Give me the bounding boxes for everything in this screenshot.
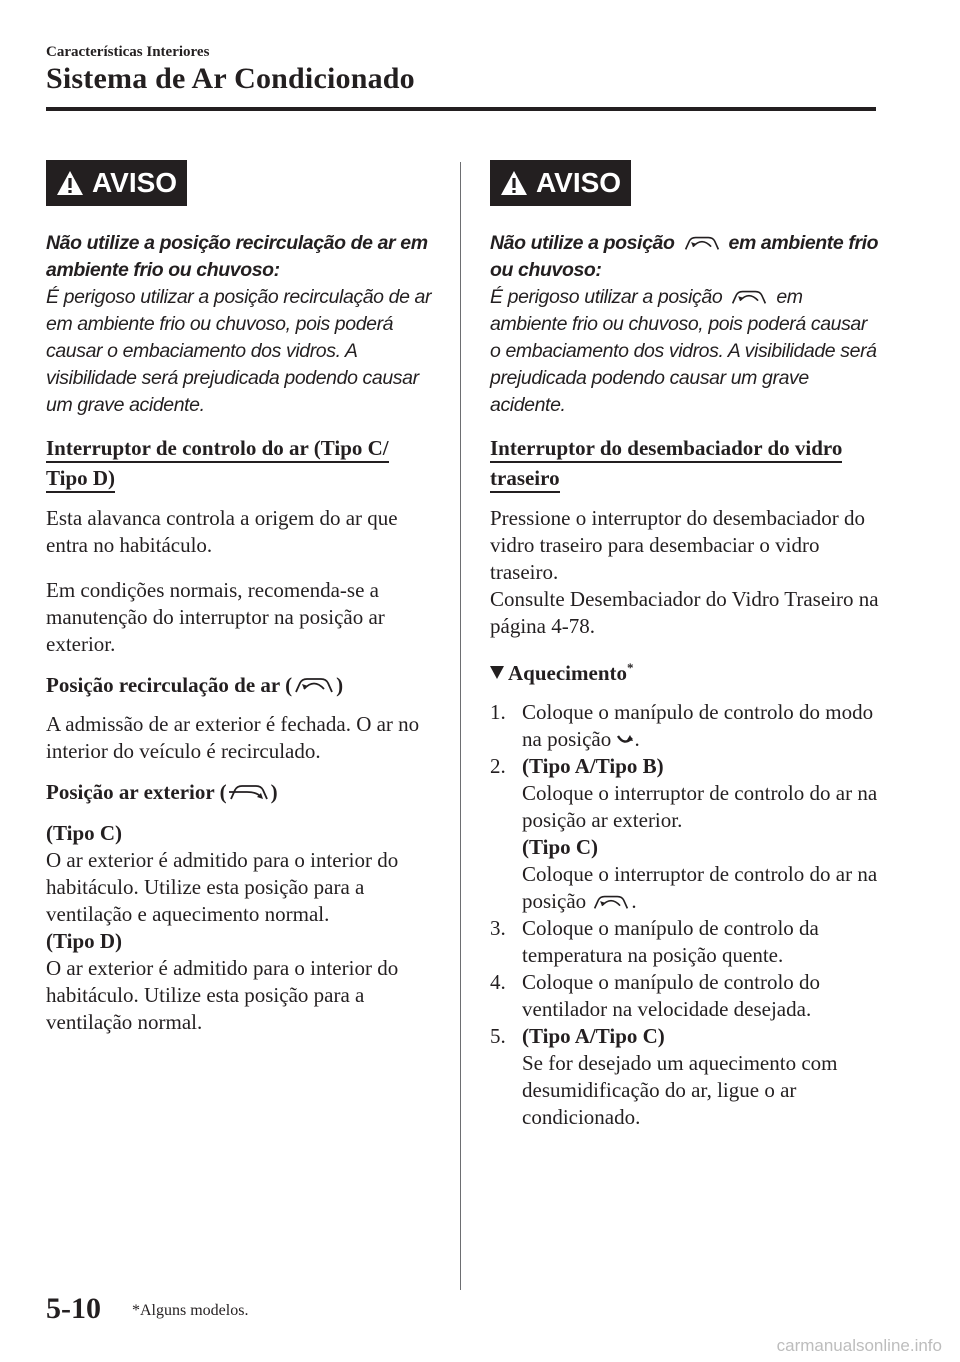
recirculation-car-icon bbox=[680, 233, 724, 253]
recirculation-car-icon bbox=[727, 287, 771, 307]
title-rule bbox=[46, 107, 876, 111]
warning-badge bbox=[46, 160, 187, 206]
list-item: 4. Coloque o manípulo de controlo do ventilador na velocidade desejada. bbox=[490, 970, 821, 1021]
page-number: 5-10 bbox=[46, 1292, 101, 1325]
paragraph: Pressione o interruptor do desembaciador do vidro traseiro para desembaciar o vidro traseiro. bbox=[490, 506, 865, 584]
floor-mode-icon bbox=[616, 732, 634, 750]
paragraph: Em condições normais, recomenda-se a manutenção do interruptor na posição ar exterior. bbox=[46, 578, 385, 656]
warning-badge-label: AVISO bbox=[92, 167, 178, 198]
recirculation-car-icon bbox=[591, 892, 631, 912]
warning-badge bbox=[490, 160, 631, 206]
heating-steps bbox=[490, 699, 880, 1131]
outside-air-heading: Posição ar exterior ( ) bbox=[46, 780, 278, 804]
right-column bbox=[490, 160, 880, 1131]
recirc-heading: Posição recirculação de ar ( ) bbox=[46, 673, 344, 697]
air-switch-heading: Interruptor de controlo do ar (Tipo C/ Tipo D) bbox=[46, 433, 436, 493]
list-item: 2. (Tipo A/Tipo B) Coloque o interruptor de controlo do ar na posição ar exterior. (Tipo C) Coloque o interruptor de controlo do ar na posição . bbox=[490, 754, 878, 913]
paragraph: A admissão de ar exterior é fechada. O ar no interior do veículo é recirculado. bbox=[46, 712, 420, 763]
list-item: 3. Coloque o manípulo de controlo da temperatura na posição quente. bbox=[490, 916, 819, 967]
warning-triangle-icon bbox=[56, 170, 84, 196]
column-divider bbox=[460, 162, 461, 1290]
watermark: carmanualsonline.info bbox=[776, 1336, 942, 1355]
warning-text: É perigoso utilizar a posição em ambiente frio ou chuvoso, pois poderá causar o embaciamento dos vidros. A visibilidade será prejudicada podendo causar um grave acidente. bbox=[490, 286, 877, 416]
paragraph: O ar exterior é admitido para o interior do habitáculo. Utilize esta posição para a ventilação e aquecimento normal. bbox=[46, 848, 399, 926]
footnote: *Alguns modelos. bbox=[132, 1302, 249, 1319]
warning-title: Não utilize a posição em ambiente frio ou chuvoso: bbox=[490, 232, 879, 281]
heating-heading: Aquecimento* bbox=[490, 654, 880, 687]
section-label: Características Interiores bbox=[46, 44, 210, 60]
type-d-label: (Tipo D) bbox=[46, 929, 123, 953]
warning-badge-label: AVISO bbox=[536, 167, 622, 198]
type-c-label: (Tipo C) bbox=[46, 821, 123, 845]
paragraph: Esta alavanca controla a origem do ar que entra no habitáculo. bbox=[46, 506, 398, 557]
outside-air-car-icon bbox=[227, 781, 271, 803]
list-item: 5. (Tipo A/Tipo C) Se for desejado um aquecimento com desumidificação do ar, ligue o ar condicionado. bbox=[490, 1024, 838, 1129]
warning-triangle-icon bbox=[500, 170, 528, 196]
page-title: Sistema de Ar Condicionado bbox=[46, 62, 415, 95]
paragraph: O ar exterior é admitido para o interior do habitáculo. Utilize esta posição para a ventilação normal. bbox=[46, 956, 399, 1034]
triangle-down-icon bbox=[490, 666, 504, 679]
warning-text: É perigoso utilizar a posição recirculação de ar em ambiente frio ou chuvoso, pois poderá causar o embaciamento dos vidros. A visibilidade será prejudicada podendo causar um grave acidente. bbox=[46, 286, 432, 416]
warning-title: Não utilize a posição recirculação de ar em ambiente frio ou chuvoso: bbox=[46, 232, 428, 281]
list-item: 1. Coloque o manípulo de controlo do modo na posição . bbox=[490, 700, 874, 751]
left-column bbox=[46, 160, 436, 1036]
paragraph: Consulte Desembaciador do Vidro Traseiro na página 4-78. bbox=[490, 587, 879, 638]
rear-defroster-heading: Interruptor do desembaciador do vidro traseiro bbox=[490, 433, 880, 493]
recirculation-car-icon bbox=[292, 674, 336, 696]
